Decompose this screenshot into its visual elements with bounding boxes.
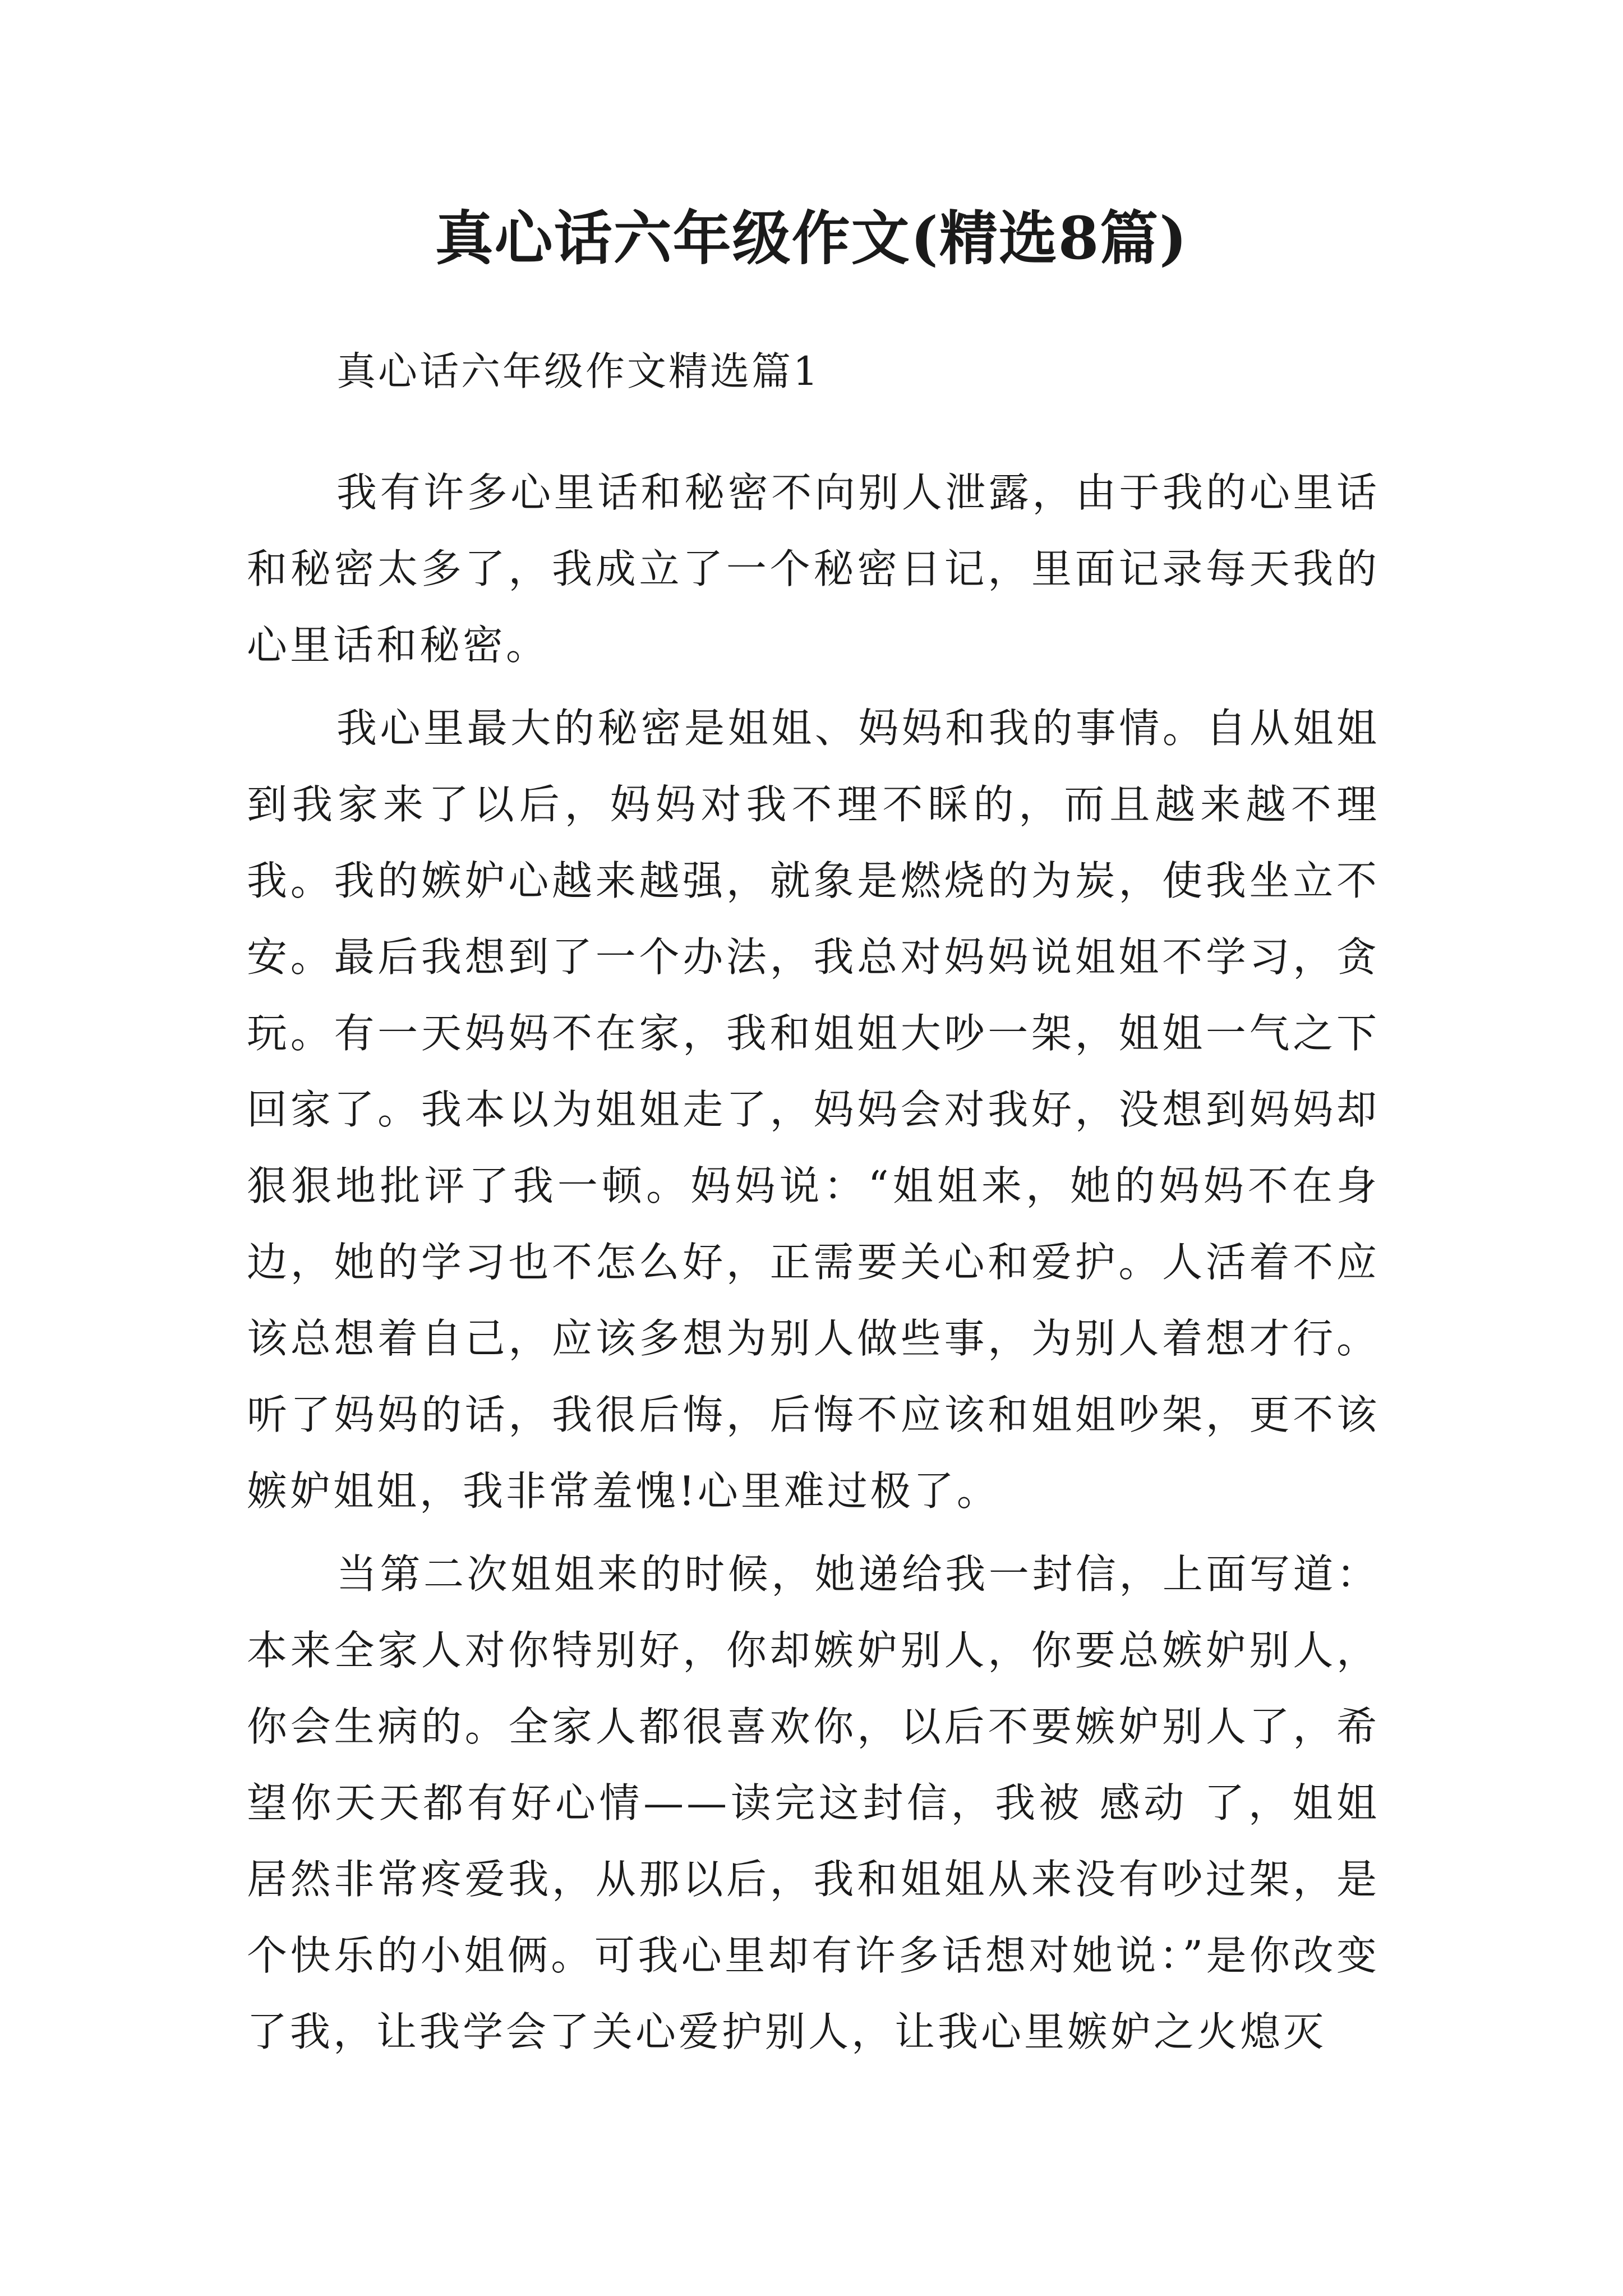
document-title: 真心话六年级作文(精选8篇) xyxy=(435,204,1188,273)
paragraph-1: 我有许多心里话和秘密不向别人泄露，由于我的心里话和秘密太多了，我成立了一个秘密日记，里面记录每天我的心里话和秘密。 xyxy=(247,469,1380,669)
paragraph-3: 当第二次姐姐来的时候，她递给我一封信，上面写道：本来全家人对你特别好，你却嫉妒别人，你要总嫉妒别人，你会生病的。全家人都很喜欢你，以后不要嫉妒别人了，希望你天天都有好心情——读完这封信，我被 感动 了，姐姐居然非常疼爱我，从那以后，我和姐姐从来没有吵过架，是个快乐的小姐俩。可我心里却有许多话想对她说：”是你改变了我，让我学会了关心爱护别人，让我心里嫉妒之火熄灭 xyxy=(247,1550,1380,2055)
paragraph-2: 我心里最大的秘密是姐姐、妈妈和我的事情。自从姐姐到我家来了以后，妈妈对我不理不睬的，而且越来越不理我。我的嫉妒心越来越强，就象是燃烧的为炭，使我坐立不安。最后我想到了一个办法，我总对妈妈说姐姐不学习，贪玩。有一天妈妈不在家，我和姐姐大吵一架，姐姐一气之下回家了。我本以为姐姐走了，妈妈会对我好，没想到妈妈却狠狠地批评了我一顿。妈妈说：“姐姐来，她的妈妈不在身边，她的学习也不怎么好，正需要关心和爱护。人活着不应该总想着自己，应该多想为别人做些事，为别人着想才行。听了妈妈的话，我很后悔，后悔不应该和姐姐吵架，更不该嫉妒姐姐，我非常羞愧!心里难过极了。 xyxy=(247,705,1380,1515)
section-heading: 真心话六年级作文精选篇1 xyxy=(336,348,820,394)
document-body xyxy=(247,454,1380,2077)
